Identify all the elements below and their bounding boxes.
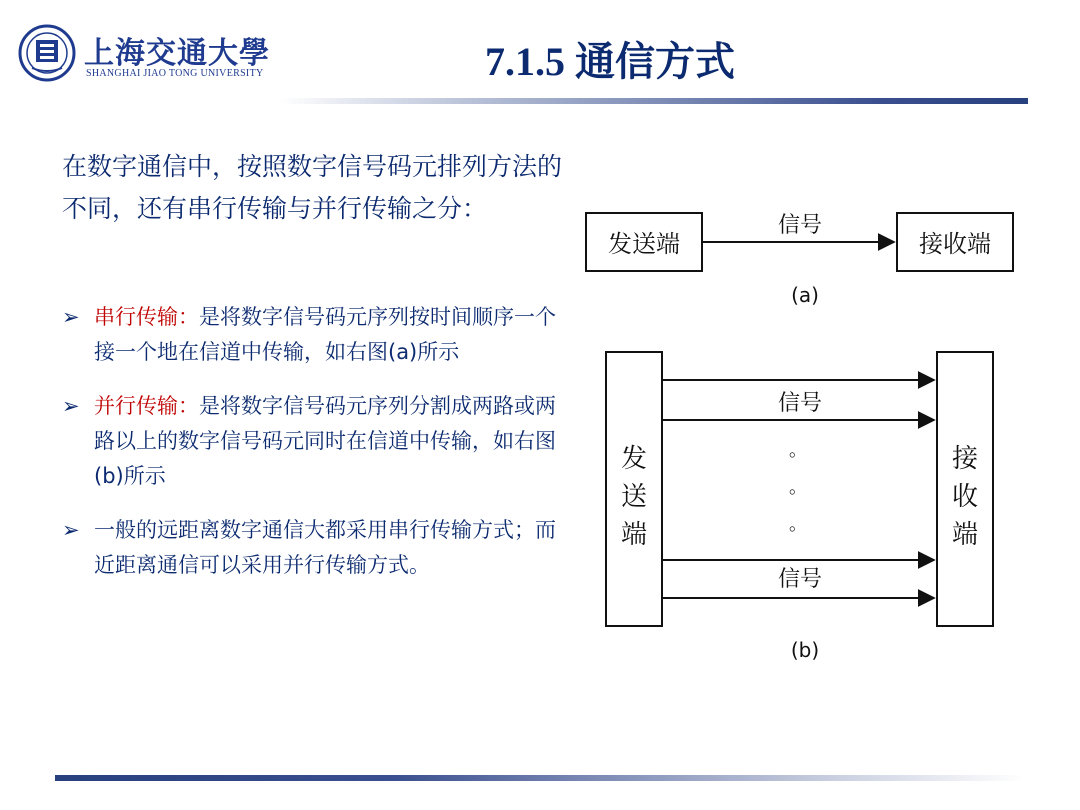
receiver-box-a [897,213,1013,271]
sender-char-3: 端 [620,520,648,550]
receiver-char-2: 收 [951,482,979,512]
caption-b: (b) [790,638,820,662]
signal-label-b-top: 信号 [777,391,823,416]
logo-english-name: SHANGHAI JIAO TONG UNIVERSITY [86,68,264,79]
receiver-char-3: 端 [951,520,979,550]
bullet-list [62,300,557,602]
ellipsis-dot: 。 [789,514,807,535]
intro-paragraph: 在数字通信中，按照数字信号码元排列方法的不同，还有串行传输与并行传输之分： [62,152,563,223]
university-logo [18,24,278,84]
arrow-bullet-icon: ➢ [62,305,80,329]
receiver-box-b [937,352,993,626]
sender-box-a [586,213,702,271]
signal-label-b-bottom: 信号 [777,567,823,592]
header-divider [280,98,1028,104]
bullet-text: 是将数字信号码元序列分割成两路或两路以上的数字信号码元同时在信道中传输，如右图(b)所示 [94,394,556,488]
ellipsis-dot: 。 [789,440,807,461]
signal-label-a: 信号 [777,213,823,238]
sender-char-1: 发 [620,444,648,474]
arrow-bullet-icon: ➢ [62,518,80,542]
bullet-term: 并行传输： [94,394,199,418]
receiver-label-a: 接收端 [919,230,991,258]
sender-box-b [606,352,662,626]
bullet-text: 是将数字信号码元序列按时间顺序一个接一个地在信道中传输，如右图(a)所示 [94,305,556,364]
sender-label-a: 发送端 [608,230,680,258]
bullet-text: 一般的远距离数字通信大都采用串行传输方式；而近距离通信可以采用并行传输方式。 [94,518,556,577]
logo-chinese-name: 上海交通大學 [84,36,270,71]
caption-a: (a) [791,283,819,307]
bullet-term: 串行传输： [94,305,199,329]
university-seal-icon [18,24,76,82]
sender-char-2: 送 [620,482,648,512]
arrow-bullet-icon: ➢ [62,394,80,418]
bullet-parallel [62,389,557,494]
footer-divider [55,775,1025,781]
bullet-summary [62,513,557,583]
receiver-char-1: 接 [951,444,979,474]
bullet-serial [62,300,557,370]
ellipsis-dot: 。 [789,477,807,498]
slide-title: 7.1.5 通信方式 [485,39,735,84]
